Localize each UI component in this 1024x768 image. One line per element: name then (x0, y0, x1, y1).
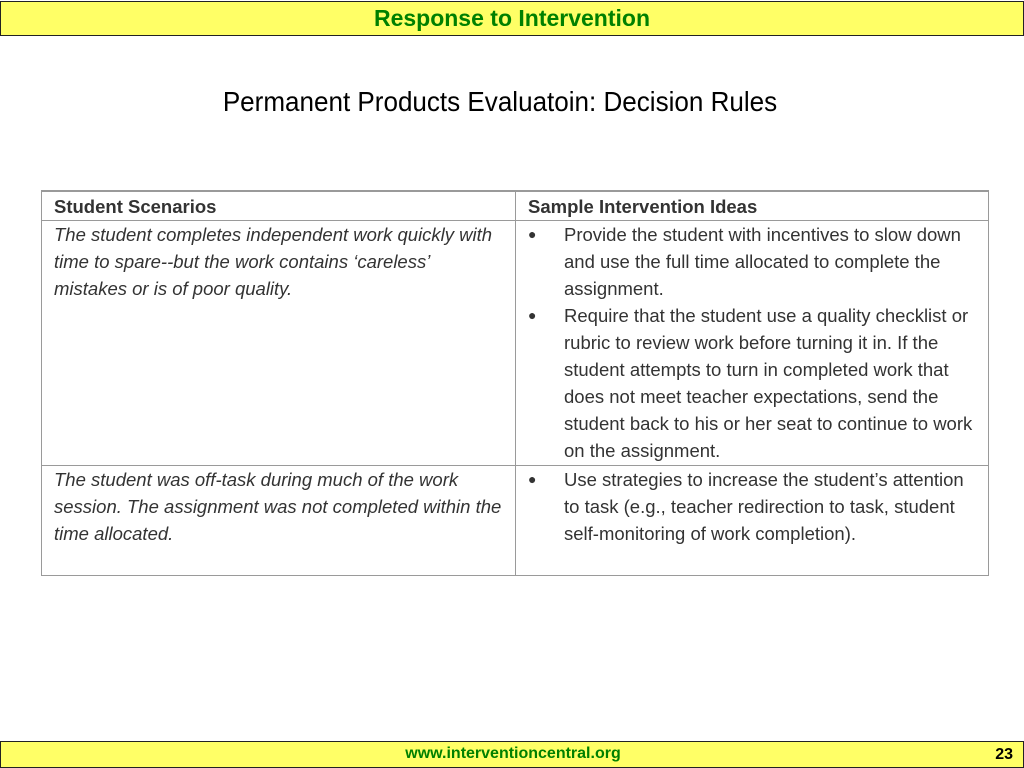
table-row (42, 221, 989, 466)
list-item (516, 466, 980, 547)
bullet-icon: ● (528, 226, 537, 242)
header-bar (0, 1, 1024, 36)
slide-title: Permanent Products Evaluatoin: Decision Rules (222, 86, 778, 117)
table-row (42, 466, 989, 576)
decision-rules-table (41, 190, 988, 576)
ideas-cell (516, 466, 989, 576)
table-header-row (42, 191, 989, 221)
list-item (516, 302, 980, 464)
bullet-icon: ● (528, 307, 537, 323)
header-title: Response to Intervention (373, 5, 651, 31)
column-header-ideas: Sample Intervention Ideas (516, 191, 989, 221)
scenario-cell: The student was off-task during much of the work session. The assignment was not completed within the time allocated. (42, 466, 516, 576)
idea-text: Use strategies to increase the student’s attention to task (e.g., teacher redirection to task, student self-monitoring of work completion). (564, 469, 964, 544)
footer-bar (0, 741, 1024, 768)
footer-url-link[interactable]: www.interventioncentral.org (405, 745, 621, 762)
idea-text: Provide the student with incentives to slow down and use the full time allocated to complete the assignment. (564, 224, 961, 299)
ideas-list (516, 221, 980, 464)
page-number: 23 (995, 746, 1013, 763)
column-header-scenarios: Student Scenarios (42, 191, 516, 221)
ideas-cell (516, 221, 989, 466)
list-item (516, 221, 980, 302)
bullet-icon: ● (528, 471, 537, 487)
ideas-list (516, 466, 980, 547)
scenario-cell: The student completes independent work quickly with time to spare--but the work contains ‘careless’ mistakes or is of poor quality. (42, 221, 516, 466)
idea-text: Require that the student use a quality checklist or rubric to review work before turning it in. If the student attempts to turn in completed work that does not meet teacher expectations, send the student back to his or her seat to continue to work on the assignment. (564, 305, 973, 461)
